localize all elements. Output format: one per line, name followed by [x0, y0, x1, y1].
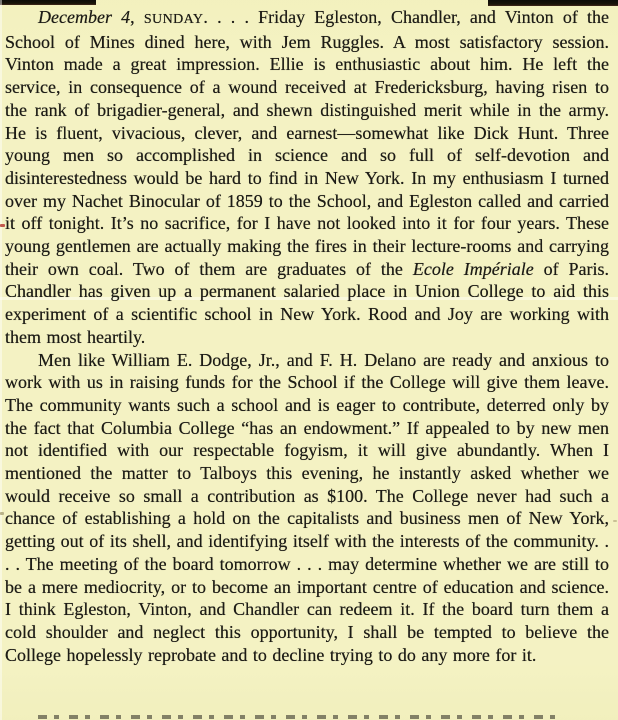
clipped-letter-tops — [38, 715, 558, 719]
scan-artifact-top-left-bar — [0, 0, 96, 5]
text-run-normal: Men like William E. Dodge, Jr., and F. H. Delano are ready and anxious to work with us in raising funds for the School if the College will give them leave. The community wants such a school and is eager to contribute, deterred only by the fact that Columbia College “has an endowment.” If appealed to by new men not identified with our respectable fogyism, it will give abundantly. When I mentioned the matter to Talboys this evening, he instantly asked whether we would receive so small a contribution as $100. The College never had such a chance of establishing a hold on the capitalists and business men of New York, getting out of its shell, and identifying itself with the interests of the community. . . . The meeting of the board tomorrow . . . may determine whether we are still to be a mere mediocrity, or to become an important centre of education and science. I think Egleston, Vinton, and Chandler can redeem it. If the board turn them a cold shoulder and neglect this opportunity, I shall be tempted to believe the College hopelessly reprobate and to decline trying to do any more for it. — [5, 349, 609, 665]
diary-entry-text — [5, 6, 609, 666]
clipped-next-line-fragment — [38, 715, 558, 720]
text-run-italic: Ecole Impériale — [412, 258, 534, 279]
text-run-normal: , — [130, 7, 144, 27]
text-run-italic: December 4 — [38, 7, 131, 27]
scan-speck — [0, 512, 4, 515]
scan-edge-sliver — [0, 0, 2, 720]
entry-december-4 — [5, 6, 609, 349]
scan-speck — [613, 520, 617, 522]
text-run-smallcaps: SUNDAY — [143, 11, 204, 27]
text-run-normal: of Paris. Chandler has given up a permanent salaried place in Union College to aid this experiment of a scientific school in New York. Rood and Joy are working with them most heartily. — [5, 258, 609, 347]
entry-paragraph-fundraising — [5, 349, 609, 667]
text-run-normal: . . . . Friday Egleston, Chandler, and Vinton of the School of Mines dined here, with Jem Ruggles. A most satisfactory session. Vinton made a great impression. Ellie is enthusiastic about him. He left the service, in consequence of a wound received at Fredericksburg, having risen to the rank of brigadier-general, and shewn distinguished merit while in the army. He is fluent, vivacious, clever, and earnest—somewhat like Dick Hunt. Three young men so accomplished in science and so full of self-devotion and disinterestedness would be hard to find in New York. In my enthusiasm I turned over my Nachet Binocular of 1859 to the School, and Egleston called and carried it off tonight. It’s no sacrifice, for I have not looked into it for four years. These young gentlemen are actually making the fires in their lecture-rooms and carrying their own coal. Two of them are graduates of the — [5, 7, 609, 279]
